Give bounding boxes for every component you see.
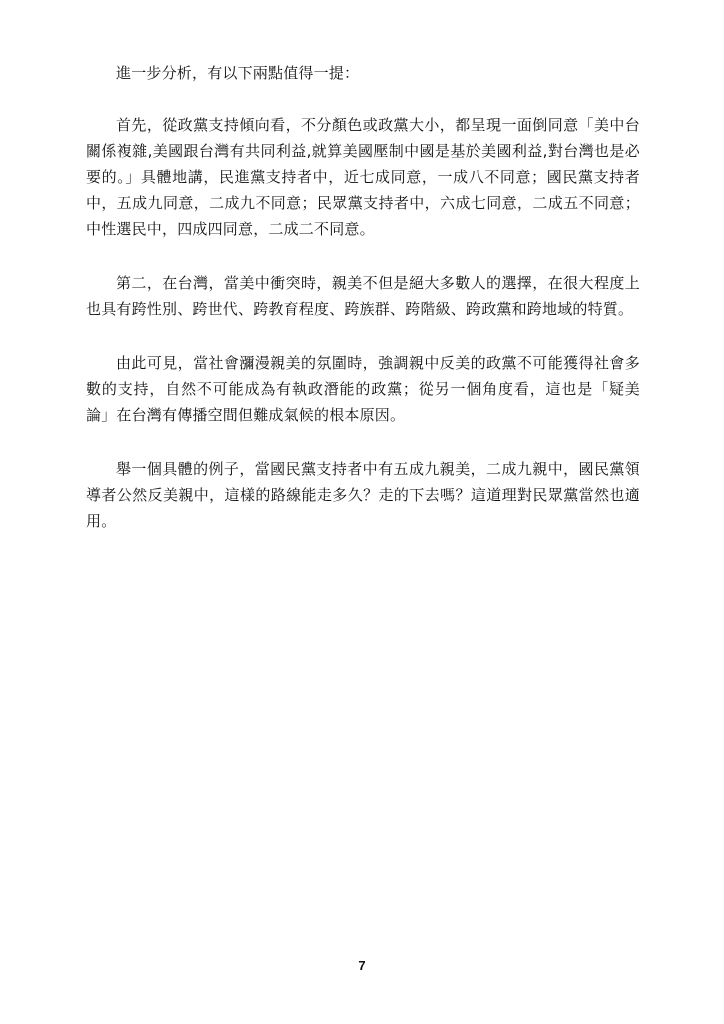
page-number: 7	[358, 958, 366, 973]
paragraph-intro: 進一步分析，有以下兩點值得一提：	[116, 64, 360, 82]
document-body	[86, 60, 640, 562]
paragraph-conclusion: 由此可見，當社會瀰漫親美的氛圍時，強調親中反美的政黨不可能獲得社會多數的支持，自然不可能成為有執政潛能的政黨；從另一個角度看，這也是「疑美論」在台灣有傳播空間但難成氣候的根本原因。	[86, 354, 640, 424]
paragraph-first-point: 首先，從政黨支持傾向看，不分顏色或政黨大小，都呈現一面倒同意「美中台關係複雜,美國跟台灣有共同利益,就算美國壓制中國是基於美國利益,對台灣也是必要的。」具體地講，民進黨支持者中，近七成同意，一成八不同意；國民黨支持者中，五成九同意，二成九不同意；民眾黨支持者中，六成七同意，二成五不同意；中性選民中，四成四同意，二成二不同意。	[86, 116, 640, 238]
paragraph-example: 舉一個具體的例子，當國民黨支持者中有五成九親美，二成九親中，國民黨領導者公然反美親中，這樣的路線能走多久？走的下去嗎？這道理對民眾黨當然也適用。	[86, 460, 640, 530]
paragraph-second-point: 第二，在台灣，當美中衝突時，親美不但是絕大多數人的選擇，在很大程度上也具有跨性別、跨世代、跨教育程度、跨族群、跨階級、跨政黨和跨地域的特質。	[86, 274, 640, 318]
